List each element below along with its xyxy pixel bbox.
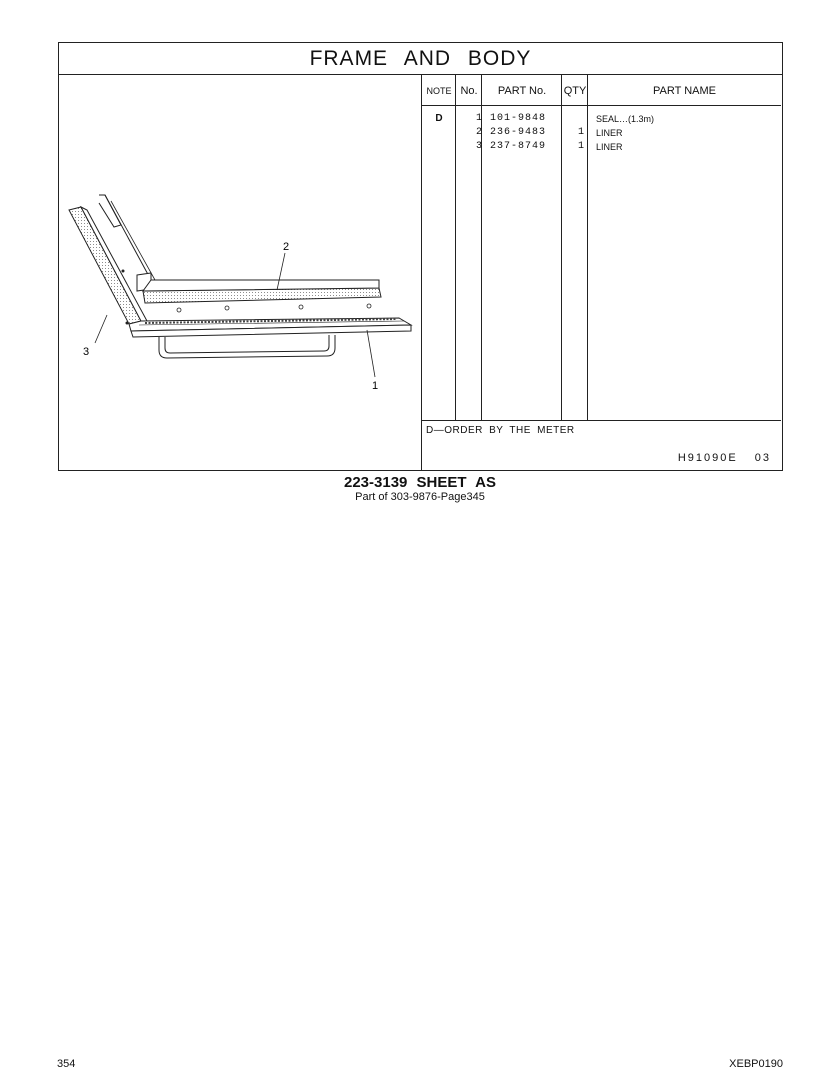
table-row	[422, 126, 781, 140]
header-note: NOTE	[426, 85, 452, 96]
footnote-area	[422, 420, 781, 470]
row-qty: 1	[577, 141, 584, 152]
row-part-name: LINER	[596, 128, 623, 138]
assembly-reference: Part of 303-9876-Page345	[355, 491, 485, 503]
table-row	[422, 140, 781, 154]
row-part-no: 236-9483	[490, 127, 547, 138]
drawing-code: H91090E 03	[677, 452, 771, 464]
footnote-text: D—ORDER BY THE METER	[426, 425, 575, 436]
exploded-view-drawing	[59, 75, 422, 470]
callout-1: 1	[372, 380, 379, 392]
row-no: 3	[475, 141, 482, 152]
header-part-no: PART No.	[497, 84, 547, 97]
assembly-caption: 223-3139 SHEET AS	[343, 474, 497, 491]
parts-table	[422, 75, 781, 420]
row-part-no: 237-8749	[490, 141, 547, 152]
row-part-no: 101-9848	[490, 113, 547, 124]
parts-illustration	[59, 75, 422, 470]
parts-frame	[58, 42, 783, 471]
row-part-name: SEAL…(1.3m)	[596, 114, 655, 124]
callout-2: 2	[283, 241, 290, 253]
row-no: 1	[475, 113, 482, 124]
row-qty: 1	[577, 127, 584, 138]
callout-3: 3	[83, 346, 90, 358]
row-note: D	[435, 113, 443, 124]
header-no: No.	[460, 84, 478, 97]
header-qty: QTY	[563, 84, 587, 97]
row-no: 2	[475, 127, 482, 138]
page-title: FRAME AND BODY	[59, 43, 782, 75]
header-part-name: PART NAME	[653, 84, 716, 97]
page-number: 354	[57, 1058, 76, 1070]
table-row	[422, 112, 781, 126]
row-part-name: LINER	[596, 142, 623, 152]
document-code: XEBP0190	[729, 1058, 783, 1070]
